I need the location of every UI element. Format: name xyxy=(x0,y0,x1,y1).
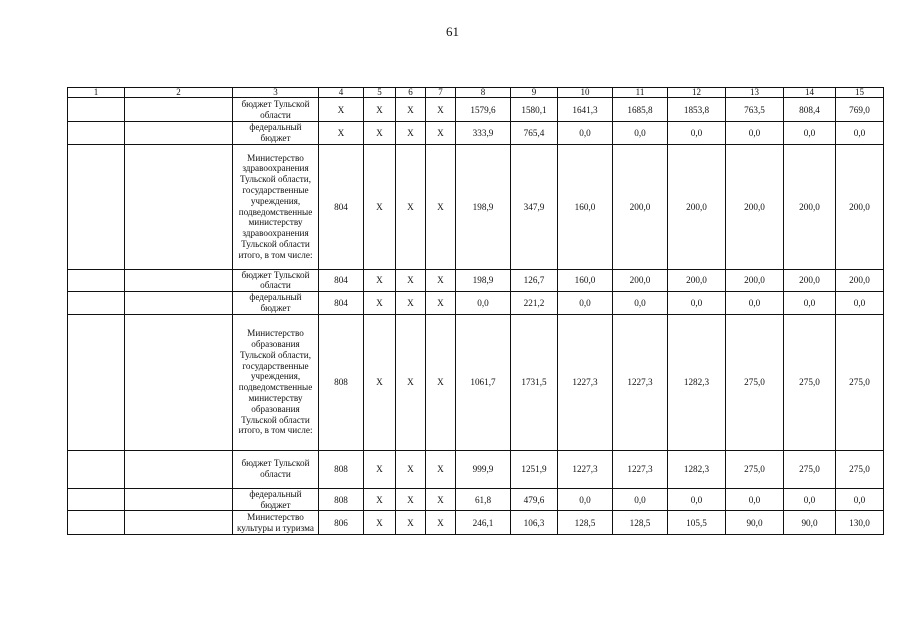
column-header: 1 xyxy=(68,88,125,98)
column-header: 11 xyxy=(613,88,668,98)
value-cell-col-15: 769,0 xyxy=(836,98,884,122)
value-cell-col-11: 0,0 xyxy=(613,488,668,511)
ministry-code-cell: 804 xyxy=(319,269,364,292)
row-description-cell: Министерство культуры и туризма xyxy=(233,511,319,535)
value-cell-col-12: 1853,8 xyxy=(668,98,726,122)
budget-table xyxy=(67,87,884,535)
table-row xyxy=(68,511,884,535)
value-cell-col-9: 1251,9 xyxy=(511,450,558,488)
column-5-cell: X xyxy=(364,122,396,145)
row-number-cell xyxy=(68,488,125,511)
column-header: 12 xyxy=(668,88,726,98)
row-description-cell: Министерство образования Тульской области, государственные учреждения, подведомственные министерству образования Тульской области итого, в том числе: xyxy=(233,314,319,450)
column-header: 9 xyxy=(511,88,558,98)
table-row xyxy=(68,98,884,122)
column-6-cell: X xyxy=(396,144,426,269)
value-cell-col-13: 200,0 xyxy=(726,144,784,269)
column-header: 13 xyxy=(726,88,784,98)
row-number-cell xyxy=(68,122,125,145)
column-5-cell: X xyxy=(364,269,396,292)
value-cell-col-8: 198,9 xyxy=(456,144,511,269)
value-cell-col-9: 221,2 xyxy=(511,292,558,315)
value-cell-col-13: 275,0 xyxy=(726,450,784,488)
value-cell-col-14: 275,0 xyxy=(784,314,836,450)
value-cell-col-9: 1580,1 xyxy=(511,98,558,122)
value-cell-col-13: 0,0 xyxy=(726,122,784,145)
value-cell-col-8: 246,1 xyxy=(456,511,511,535)
value-cell-col-11: 128,5 xyxy=(613,511,668,535)
column-header: 4 xyxy=(319,88,364,98)
page-number: 61 xyxy=(446,24,459,39)
column-7-cell: X xyxy=(426,98,456,122)
column-7-cell: X xyxy=(426,450,456,488)
row-number-cell xyxy=(68,292,125,315)
value-cell-col-9: 479,6 xyxy=(511,488,558,511)
value-cell-col-12: 0,0 xyxy=(668,122,726,145)
value-cell-col-8: 198,9 xyxy=(456,269,511,292)
column-header: 10 xyxy=(558,88,613,98)
column-5-cell: X xyxy=(364,98,396,122)
value-cell-col-9: 1731,5 xyxy=(511,314,558,450)
column-header: 14 xyxy=(784,88,836,98)
value-cell-col-10: 0,0 xyxy=(558,292,613,315)
value-cell-col-8: 0,0 xyxy=(456,292,511,315)
value-cell-col-13: 0,0 xyxy=(726,292,784,315)
value-cell-col-12: 200,0 xyxy=(668,269,726,292)
value-cell-col-15: 0,0 xyxy=(836,488,884,511)
value-cell-col-12: 0,0 xyxy=(668,292,726,315)
value-cell-col-9: 347,9 xyxy=(511,144,558,269)
value-cell-col-12: 1282,3 xyxy=(668,314,726,450)
value-cell-col-8: 333,9 xyxy=(456,122,511,145)
row-name-cell xyxy=(125,511,233,535)
ministry-code-cell: X xyxy=(319,98,364,122)
value-cell-col-14: 90,0 xyxy=(784,511,836,535)
row-number-cell xyxy=(68,314,125,450)
value-cell-col-10: 160,0 xyxy=(558,144,613,269)
column-header: 6 xyxy=(396,88,426,98)
row-name-cell xyxy=(125,488,233,511)
column-7-cell: X xyxy=(426,314,456,450)
row-number-cell xyxy=(68,511,125,535)
table-header-row xyxy=(68,88,884,98)
value-cell-col-15: 275,0 xyxy=(836,314,884,450)
row-description-cell: федеральный бюджет xyxy=(233,292,319,315)
row-description-cell: бюджет Тульской области xyxy=(233,98,319,122)
value-cell-col-10: 128,5 xyxy=(558,511,613,535)
value-cell-col-12: 0,0 xyxy=(668,488,726,511)
value-cell-col-10: 0,0 xyxy=(558,488,613,511)
value-cell-col-15: 130,0 xyxy=(836,511,884,535)
table-row xyxy=(68,292,884,315)
column-6-cell: X xyxy=(396,292,426,315)
value-cell-col-13: 0,0 xyxy=(726,488,784,511)
value-cell-col-10: 160,0 xyxy=(558,269,613,292)
value-cell-col-15: 0,0 xyxy=(836,122,884,145)
row-name-cell xyxy=(125,269,233,292)
value-cell-col-8: 1579,6 xyxy=(456,98,511,122)
row-number-cell xyxy=(68,269,125,292)
row-name-cell xyxy=(125,98,233,122)
ministry-code-cell: 808 xyxy=(319,314,364,450)
value-cell-col-15: 200,0 xyxy=(836,144,884,269)
row-name-cell xyxy=(125,450,233,488)
column-header: 5 xyxy=(364,88,396,98)
value-cell-col-11: 0,0 xyxy=(613,122,668,145)
column-7-cell: X xyxy=(426,488,456,511)
value-cell-col-12: 1282,3 xyxy=(668,450,726,488)
row-description-cell: Министерство здравоохранения Тульской области, государственные учреждения, подведомственные министерству здравоохранения Тульской области итого, в том числе: xyxy=(233,144,319,269)
value-cell-col-11: 1227,3 xyxy=(613,450,668,488)
column-7-cell: X xyxy=(426,269,456,292)
value-cell-col-13: 763,5 xyxy=(726,98,784,122)
value-cell-col-9: 126,7 xyxy=(511,269,558,292)
row-number-cell xyxy=(68,450,125,488)
value-cell-col-15: 200,0 xyxy=(836,269,884,292)
column-header: 15 xyxy=(836,88,884,98)
column-header: 3 xyxy=(233,88,319,98)
table-row xyxy=(68,144,884,269)
value-cell-col-14: 200,0 xyxy=(784,144,836,269)
value-cell-col-11: 1227,3 xyxy=(613,314,668,450)
ministry-code-cell: X xyxy=(319,122,364,145)
row-description-cell: федеральный бюджет xyxy=(233,488,319,511)
value-cell-col-13: 200,0 xyxy=(726,269,784,292)
column-6-cell: X xyxy=(396,314,426,450)
column-5-cell: X xyxy=(364,450,396,488)
table-row xyxy=(68,314,884,450)
column-7-cell: X xyxy=(426,122,456,145)
column-5-cell: X xyxy=(364,314,396,450)
value-cell-col-15: 0,0 xyxy=(836,292,884,315)
row-description-cell: бюджет Тульской области xyxy=(233,269,319,292)
value-cell-col-10: 1227,3 xyxy=(558,314,613,450)
column-5-cell: X xyxy=(364,292,396,315)
column-header: 2 xyxy=(125,88,233,98)
value-cell-col-8: 1061,7 xyxy=(456,314,511,450)
row-number-cell xyxy=(68,98,125,122)
column-7-cell: X xyxy=(426,511,456,535)
row-name-cell xyxy=(125,144,233,269)
value-cell-col-10: 1641,3 xyxy=(558,98,613,122)
value-cell-col-13: 90,0 xyxy=(726,511,784,535)
row-description-cell: бюджет Тульской области xyxy=(233,450,319,488)
value-cell-col-14: 275,0 xyxy=(784,450,836,488)
row-name-cell xyxy=(125,314,233,450)
table-row xyxy=(68,450,884,488)
row-description-cell: федеральный бюджет xyxy=(233,122,319,145)
value-cell-col-8: 61,8 xyxy=(456,488,511,511)
table-row xyxy=(68,488,884,511)
column-header: 7 xyxy=(426,88,456,98)
value-cell-col-11: 200,0 xyxy=(613,144,668,269)
value-cell-col-12: 105,5 xyxy=(668,511,726,535)
value-cell-col-10: 0,0 xyxy=(558,122,613,145)
column-6-cell: X xyxy=(396,511,426,535)
ministry-code-cell: 808 xyxy=(319,450,364,488)
column-6-cell: X xyxy=(396,450,426,488)
value-cell-col-8: 999,9 xyxy=(456,450,511,488)
column-6-cell: X xyxy=(396,122,426,145)
value-cell-col-9: 106,3 xyxy=(511,511,558,535)
ministry-code-cell: 804 xyxy=(319,144,364,269)
column-7-cell: X xyxy=(426,292,456,315)
value-cell-col-14: 0,0 xyxy=(784,488,836,511)
row-number-cell xyxy=(68,144,125,269)
row-name-cell xyxy=(125,122,233,145)
column-5-cell: X xyxy=(364,488,396,511)
ministry-code-cell: 806 xyxy=(319,511,364,535)
value-cell-col-11: 1685,8 xyxy=(613,98,668,122)
column-7-cell: X xyxy=(426,144,456,269)
value-cell-col-14: 808,4 xyxy=(784,98,836,122)
value-cell-col-14: 0,0 xyxy=(784,292,836,315)
column-6-cell: X xyxy=(396,98,426,122)
value-cell-col-14: 0,0 xyxy=(784,122,836,145)
column-5-cell: X xyxy=(364,511,396,535)
column-6-cell: X xyxy=(396,269,426,292)
value-cell-col-11: 0,0 xyxy=(613,292,668,315)
value-cell-col-11: 200,0 xyxy=(613,269,668,292)
ministry-code-cell: 808 xyxy=(319,488,364,511)
column-header: 8 xyxy=(456,88,511,98)
value-cell-col-10: 1227,3 xyxy=(558,450,613,488)
value-cell-col-14: 200,0 xyxy=(784,269,836,292)
column-6-cell: X xyxy=(396,488,426,511)
table-row xyxy=(68,269,884,292)
value-cell-col-9: 765,4 xyxy=(511,122,558,145)
table-row xyxy=(68,122,884,145)
row-name-cell xyxy=(125,292,233,315)
value-cell-col-12: 200,0 xyxy=(668,144,726,269)
value-cell-col-15: 275,0 xyxy=(836,450,884,488)
value-cell-col-13: 275,0 xyxy=(726,314,784,450)
column-5-cell: X xyxy=(364,144,396,269)
ministry-code-cell: 804 xyxy=(319,292,364,315)
